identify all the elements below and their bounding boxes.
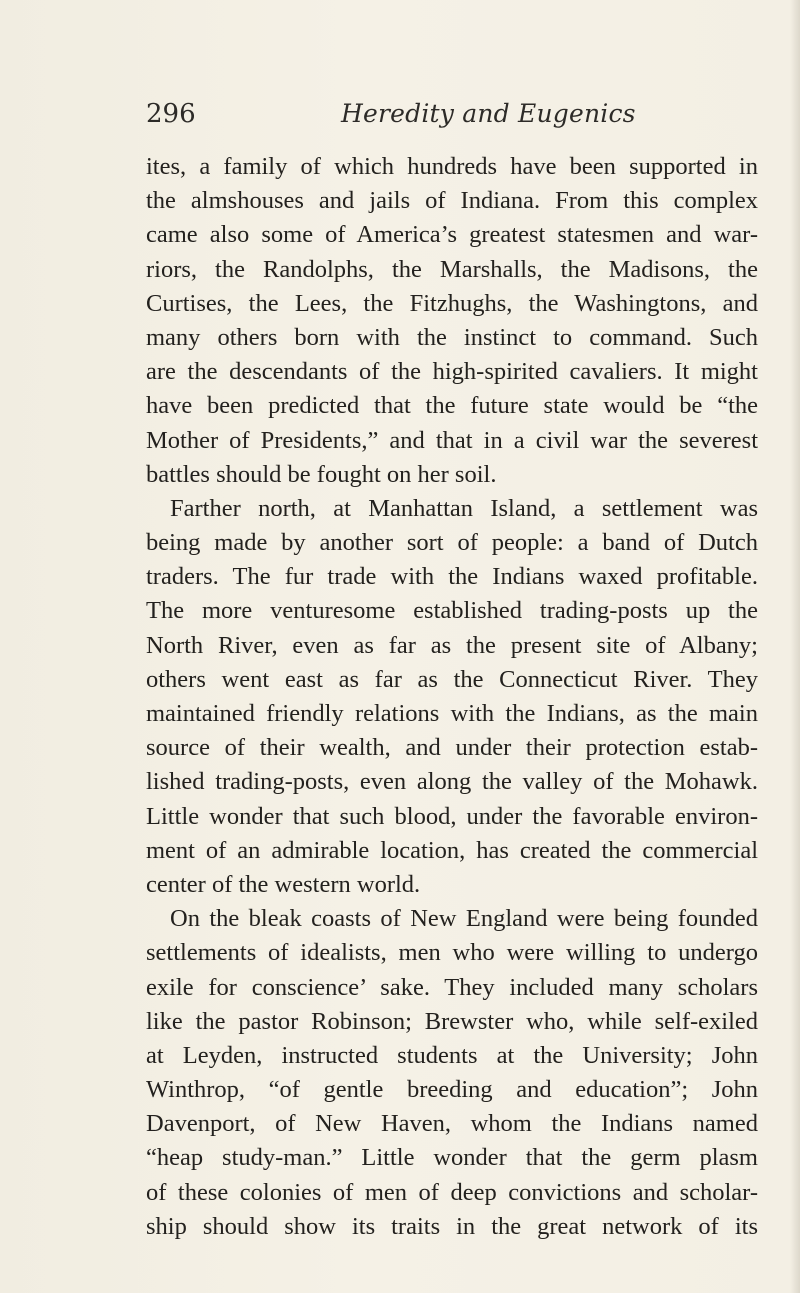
page-edge-shadow	[790, 0, 800, 1293]
text-line: exile for conscience’ sake. They included many scholars	[146, 973, 758, 1001]
text-line: Davenport, of New Haven, whom the Indians named	[146, 1110, 758, 1138]
text-line: lished trading-posts, even along the valley of the Mohawk.	[146, 768, 758, 796]
text-line: others went east as far as the Connecticut River. They	[146, 665, 758, 693]
text-line: Little wonder that such blood, under the favorable environ-	[146, 802, 758, 830]
text-line: Winthrop, “of gentle breeding and education”; John	[146, 1076, 758, 1104]
text-line: many others born with the instinct to command. Such	[146, 323, 758, 351]
text-line: settlements of idealists, men who were willing to undergo	[146, 939, 758, 967]
text-line: at Leyden, instructed students at the University; John	[146, 1041, 758, 1069]
text-line: traders. The fur trade with the Indians waxed profitable.	[146, 563, 758, 591]
text-line: “heap study-man.” Little wonder that the germ plasm	[146, 1144, 758, 1172]
text-line: North River, even as far as the present site of Albany;	[146, 631, 758, 659]
text-line: The more venturesome established trading-posts up the	[146, 597, 758, 625]
text-line: riors, the Randolphs, the Marshalls, the Madisons, the	[146, 255, 758, 283]
text-line: of these colonies of men of deep convictions and scholar-	[146, 1178, 758, 1206]
text-line: are the descendants of the high-spirited cavaliers. It might	[146, 358, 758, 386]
text-line: source of their wealth, and under their protection estab-	[146, 734, 758, 762]
text-line: Mother of Presidents,” and that in a civil war the severest	[146, 426, 758, 454]
text-line: Farther north, at Manhattan Island, a settlement was	[170, 494, 758, 522]
text-line: center of the western world.	[146, 870, 421, 898]
body-text	[146, 150, 758, 1244]
text-line: ship should show its traits in the great network of its	[146, 1212, 758, 1240]
text-line: ment of an admirable location, has created the commercial	[146, 836, 758, 864]
text-line: battles should be fought on her soil.	[146, 460, 497, 488]
text-line: have been predicted that the future state would be “the	[146, 392, 758, 420]
text-line: being made by another sort of people: a band of Dutch	[146, 529, 758, 557]
text-line: Curtises, the Lees, the Fitzhughs, the Washingtons, and	[146, 289, 758, 317]
text-line: maintained friendly relations with the Indians, as the main	[146, 700, 758, 727]
page-number: 296	[146, 99, 196, 129]
running-header	[146, 96, 686, 132]
running-title: Heredity and Eugenics	[341, 99, 636, 128]
text-line: the almshouses and jails of Indiana. From this complex	[146, 187, 758, 215]
text-line: came also some of America’s greatest statesmen and war-	[146, 221, 758, 249]
text-line: On the bleak coasts of New England were being founded	[170, 905, 758, 933]
text-line: ites, a family of which hundreds have been supported in	[146, 153, 758, 180]
text-line: like the pastor Robinson; Brewster who, while self-exiled	[146, 1007, 758, 1035]
